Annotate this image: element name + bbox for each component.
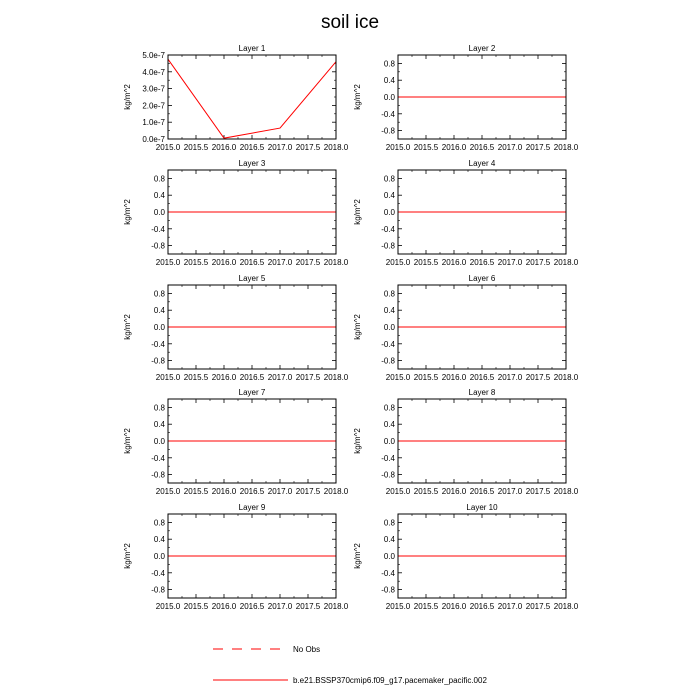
x-tick-label: 2015.5	[413, 258, 439, 267]
y-tick-label: 0.4	[383, 306, 395, 316]
x-tick-label: 2017.0	[497, 258, 523, 267]
y-tick-label: 3.0e-7	[142, 84, 165, 94]
x-tick-label: 2015.0	[385, 143, 411, 152]
x-tick-label: 2015.0	[155, 143, 181, 152]
x-tick-label: 2016.0	[211, 487, 237, 496]
y-tick-label: -0.4	[381, 339, 395, 349]
y-tick-label: -0.4	[381, 568, 395, 578]
x-tick-label: 2017.5	[525, 143, 551, 152]
y-tick-label: -0.8	[381, 585, 395, 595]
y-axis-label: kg/m^2	[353, 199, 362, 225]
y-tick-label: 0.0	[153, 437, 165, 446]
y-tick-label: 0.8	[383, 403, 395, 413]
y-tick-label: 0.8	[153, 403, 165, 413]
y-tick-label: 0.4	[153, 535, 165, 545]
x-tick-label: 2015.5	[183, 487, 209, 496]
x-tick-label: 2015.0	[385, 487, 411, 496]
x-tick-label: 2016.5	[239, 602, 265, 611]
panel-layer-2	[353, 44, 579, 152]
x-tick-label: 2015.0	[385, 258, 411, 267]
y-tick-label: -0.8	[381, 126, 395, 136]
x-tick-label: 2017.5	[525, 258, 551, 267]
y-tick-label: 0.8	[383, 289, 395, 299]
x-tick-label: 2016.5	[469, 373, 495, 382]
panel-layer-8	[353, 388, 579, 496]
y-tick-label: 0.0	[383, 437, 395, 446]
x-tick-label: 2015.5	[183, 373, 209, 382]
x-tick-label: 2015.5	[183, 258, 209, 267]
x-tick-label: 2018.0	[553, 143, 579, 152]
x-tick-label: 2016.0	[441, 143, 467, 152]
y-tick-label: 0.8	[153, 289, 165, 299]
plot-frame	[168, 55, 336, 139]
x-tick-label: 2016.0	[211, 258, 237, 267]
y-tick-label: -0.8	[381, 356, 395, 366]
y-tick-label: -0.8	[381, 470, 395, 480]
y-tick-label: -0.8	[381, 241, 395, 251]
x-tick-label: 2017.0	[267, 602, 293, 611]
x-tick-label: 2016.5	[469, 143, 495, 152]
y-tick-label: -0.8	[151, 585, 165, 595]
y-tick-label: -0.8	[151, 356, 165, 366]
x-tick-label: 2015.0	[155, 258, 181, 267]
y-axis-label: kg/m^2	[123, 199, 132, 225]
x-tick-label: 2017.5	[525, 373, 551, 382]
x-tick-label: 2016.0	[211, 373, 237, 382]
x-tick-label: 2015.0	[385, 373, 411, 382]
y-tick-label: -0.4	[151, 568, 165, 578]
panel-title: Layer 6	[468, 274, 496, 283]
y-tick-label: 0.0	[153, 552, 165, 561]
panel-layer-7	[123, 388, 349, 496]
panel-title: Layer 9	[238, 503, 266, 512]
y-tick-label: 0.4	[383, 76, 395, 86]
y-tick-label: 0.8	[383, 59, 395, 69]
x-tick-label: 2017.0	[267, 143, 293, 152]
x-tick-label: 2018.0	[553, 373, 579, 382]
y-tick-label: 0.0	[153, 208, 165, 217]
panel-layer-10	[353, 503, 579, 611]
x-tick-label: 2017.0	[497, 373, 523, 382]
x-tick-label: 2017.0	[267, 373, 293, 382]
y-axis-label: kg/m^2	[353, 543, 362, 569]
x-tick-label: 2018.0	[553, 487, 579, 496]
x-tick-label: 2018.0	[553, 602, 579, 611]
x-tick-label: 2015.0	[155, 487, 181, 496]
x-tick-label: 2016.5	[469, 258, 495, 267]
y-axis-label: kg/m^2	[123, 84, 132, 110]
series-line	[168, 59, 336, 138]
x-tick-label: 2017.0	[497, 487, 523, 496]
x-tick-label: 2017.5	[295, 602, 321, 611]
x-tick-label: 2017.0	[497, 602, 523, 611]
x-tick-label: 2017.0	[267, 258, 293, 267]
y-tick-label: 1.0e-7	[142, 118, 165, 128]
legend-no-obs-label: No Obs	[293, 645, 321, 654]
x-tick-label: 2016.0	[441, 487, 467, 496]
y-tick-label: 0.0	[383, 323, 395, 332]
panel-title: Layer 7	[238, 388, 266, 397]
panel-title: Layer 3	[238, 159, 266, 168]
y-tick-label: 0.0	[383, 208, 395, 217]
y-tick-label: 0.0	[383, 552, 395, 561]
legend	[213, 645, 487, 685]
x-tick-label: 2017.5	[295, 258, 321, 267]
x-tick-label: 2016.0	[211, 143, 237, 152]
y-tick-label: -0.4	[381, 224, 395, 234]
x-tick-label: 2015.5	[413, 373, 439, 382]
x-tick-label: 2017.5	[295, 487, 321, 496]
x-tick-label: 2018.0	[323, 373, 349, 382]
panel-layer-9	[123, 503, 349, 611]
panel-title: Layer 5	[238, 274, 266, 283]
y-tick-label: -0.8	[151, 470, 165, 480]
y-tick-label: 5.0e-7	[142, 51, 165, 60]
y-tick-label: 0.4	[383, 191, 395, 201]
panel-title: Layer 8	[468, 388, 496, 397]
y-tick-label: 0.4	[383, 420, 395, 430]
x-tick-label: 2017.0	[497, 143, 523, 152]
x-tick-label: 2017.5	[525, 602, 551, 611]
x-tick-label: 2017.5	[295, 143, 321, 152]
x-tick-label: 2016.0	[441, 373, 467, 382]
panel-layer-3	[123, 159, 349, 267]
y-tick-label: 0.4	[153, 191, 165, 201]
x-tick-label: 2018.0	[323, 258, 349, 267]
y-axis-label: kg/m^2	[123, 428, 132, 454]
y-tick-label: -0.4	[381, 453, 395, 463]
y-axis-label: kg/m^2	[353, 428, 362, 454]
panel-title: Layer 2	[468, 44, 496, 53]
panel-title: Layer 10	[466, 503, 498, 512]
y-axis-label: kg/m^2	[353, 314, 362, 340]
x-tick-label: 2015.5	[413, 487, 439, 496]
y-tick-label: 0.4	[153, 420, 165, 430]
x-tick-label: 2016.5	[239, 487, 265, 496]
x-tick-label: 2017.0	[267, 487, 293, 496]
x-tick-label: 2016.0	[211, 602, 237, 611]
y-tick-label: -0.4	[381, 109, 395, 119]
y-tick-label: 0.8	[383, 518, 395, 528]
panel-layer-4	[353, 159, 579, 267]
y-tick-label: -0.4	[151, 224, 165, 234]
x-tick-label: 2015.5	[183, 143, 209, 152]
y-tick-label: 0.0	[383, 93, 395, 102]
y-tick-label: 0.8	[153, 174, 165, 184]
x-tick-label: 2015.5	[183, 602, 209, 611]
x-tick-label: 2016.5	[239, 373, 265, 382]
x-tick-label: 2015.5	[413, 602, 439, 611]
y-tick-label: 0.4	[383, 535, 395, 545]
x-tick-label: 2018.0	[323, 143, 349, 152]
x-tick-label: 2015.0	[155, 373, 181, 382]
x-tick-label: 2016.5	[469, 487, 495, 496]
y-tick-label: 0.0	[153, 323, 165, 332]
x-tick-label: 2015.5	[413, 143, 439, 152]
panel-layer-6	[353, 274, 579, 382]
x-tick-label: 2018.0	[323, 487, 349, 496]
y-tick-label: 0.8	[383, 174, 395, 184]
x-tick-label: 2016.5	[239, 258, 265, 267]
y-axis-label: kg/m^2	[123, 543, 132, 569]
x-tick-label: 2016.5	[239, 143, 265, 152]
y-tick-label: -0.4	[151, 339, 165, 349]
y-tick-label: -0.4	[151, 453, 165, 463]
y-axis-label: kg/m^2	[123, 314, 132, 340]
y-tick-label: 0.0e-7	[142, 135, 165, 144]
panels	[123, 44, 579, 611]
x-tick-label: 2016.0	[441, 258, 467, 267]
figure-title: soil ice	[320, 12, 380, 33]
x-tick-label: 2018.0	[323, 602, 349, 611]
x-tick-label: 2016.0	[441, 602, 467, 611]
x-tick-label: 2016.5	[469, 602, 495, 611]
y-tick-label: 0.4	[153, 306, 165, 316]
x-tick-label: 2018.0	[553, 258, 579, 267]
y-tick-label: 0.8	[153, 518, 165, 528]
y-axis-label: kg/m^2	[353, 84, 362, 110]
x-tick-label: 2015.0	[385, 602, 411, 611]
y-tick-label: -0.8	[151, 241, 165, 251]
y-tick-label: 2.0e-7	[142, 101, 165, 111]
x-tick-label: 2017.5	[295, 373, 321, 382]
panel-title: Layer 4	[468, 159, 496, 168]
legend-series-label: b.e21.BSSP370cmip6.f09_g17.pacemaker_pacific.002	[293, 676, 487, 685]
x-tick-label: 2017.5	[525, 487, 551, 496]
x-tick-label: 2015.0	[155, 602, 181, 611]
y-tick-label: 4.0e-7	[142, 67, 165, 77]
panel-title: Layer 1	[238, 44, 266, 53]
panel-layer-5	[123, 274, 349, 382]
panel-layer-1	[123, 44, 349, 152]
